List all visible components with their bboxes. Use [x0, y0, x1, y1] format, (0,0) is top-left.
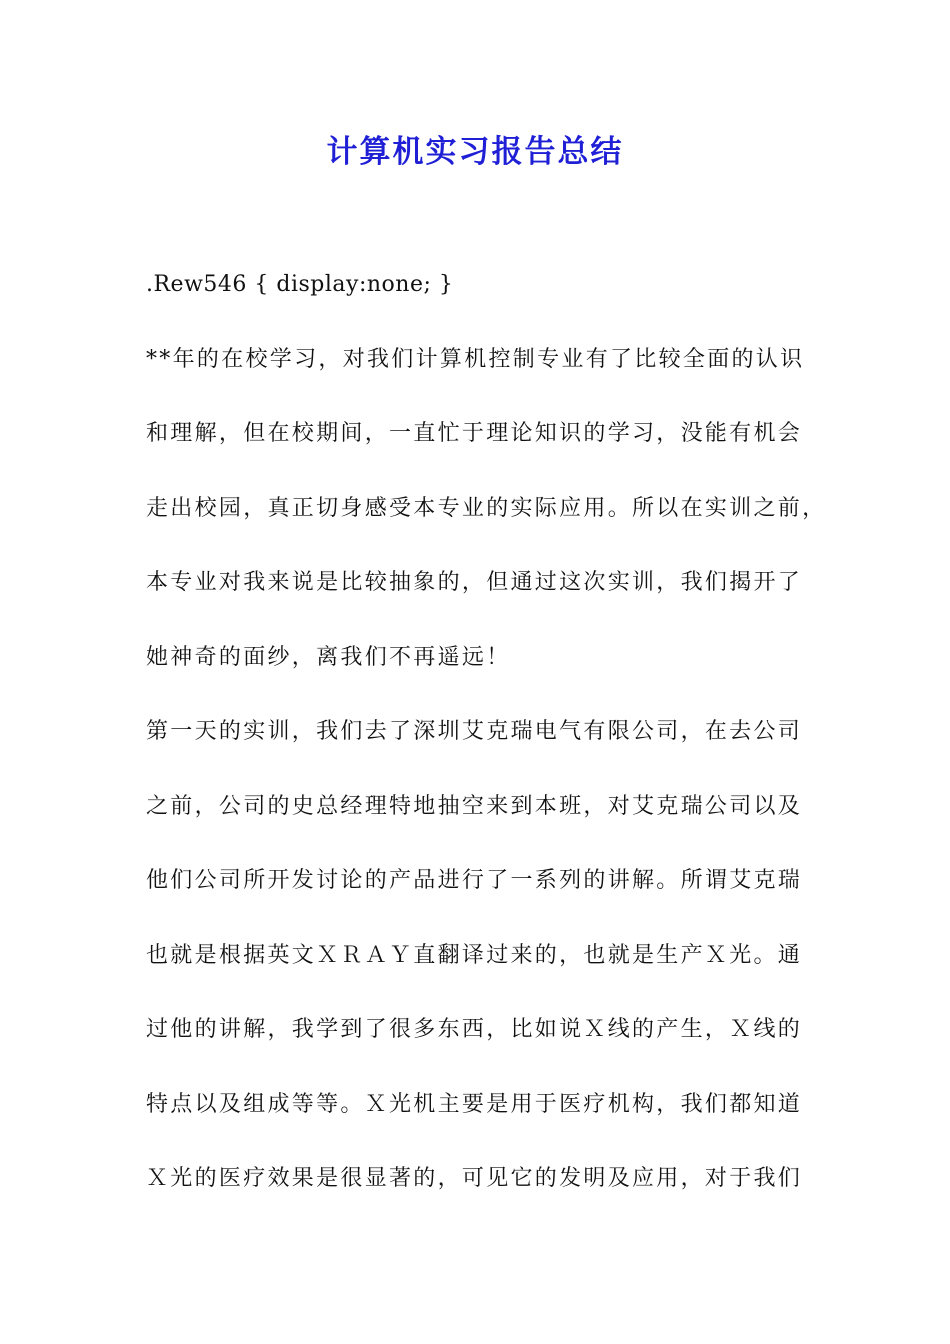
document-title: 计算机实习报告总结 — [326, 134, 624, 170]
body-line-2: 和理解，但在校期间，一直忙于理论知识的学习，没能有机会 — [146, 421, 803, 446]
body-line-6: 第一天的实训，我们去了深圳艾克瑞电气有限公司，在去公司 — [146, 719, 803, 744]
body-line-9: 也就是根据英文ＸＲＡＹ直翻译过来的，也就是生产Ｘ光。通 — [146, 943, 803, 968]
css-text-line: .Rew546 { display:none; } — [146, 272, 454, 297]
body-line-8: 他们公司所开发讨论的产品进行了一系列的讲解。所谓艾克瑞 — [146, 868, 803, 893]
body-line-1: **年的在校学习，对我们计算机控制专业有了比较全面的认识 — [146, 347, 805, 372]
body-line-11: 特点以及组成等等。Ｘ光机主要是用于医疗机构，我们都知道 — [146, 1092, 803, 1117]
body-line-10: 过他的讲解，我学到了很多东西，比如说Ｘ线的产生，Ｘ线的 — [146, 1017, 803, 1042]
body-line-4: 本专业对我来说是比较抽象的，但通过这次实训，我们揭开了 — [146, 570, 803, 595]
body-line-7: 之前，公司的史总经理特地抽空来到本班，对艾克瑞公司以及 — [146, 794, 803, 819]
body-line-12: Ｘ光的医疗效果是很显著的，可见它的发明及应用，对于我们 — [146, 1166, 803, 1191]
body-line-3: 走出校园，真正切身感受本专业的实际应用。所以在实训之前， — [146, 496, 827, 521]
body-line-5: 她神奇的面纱，离我们不再遥远！ — [146, 645, 511, 670]
